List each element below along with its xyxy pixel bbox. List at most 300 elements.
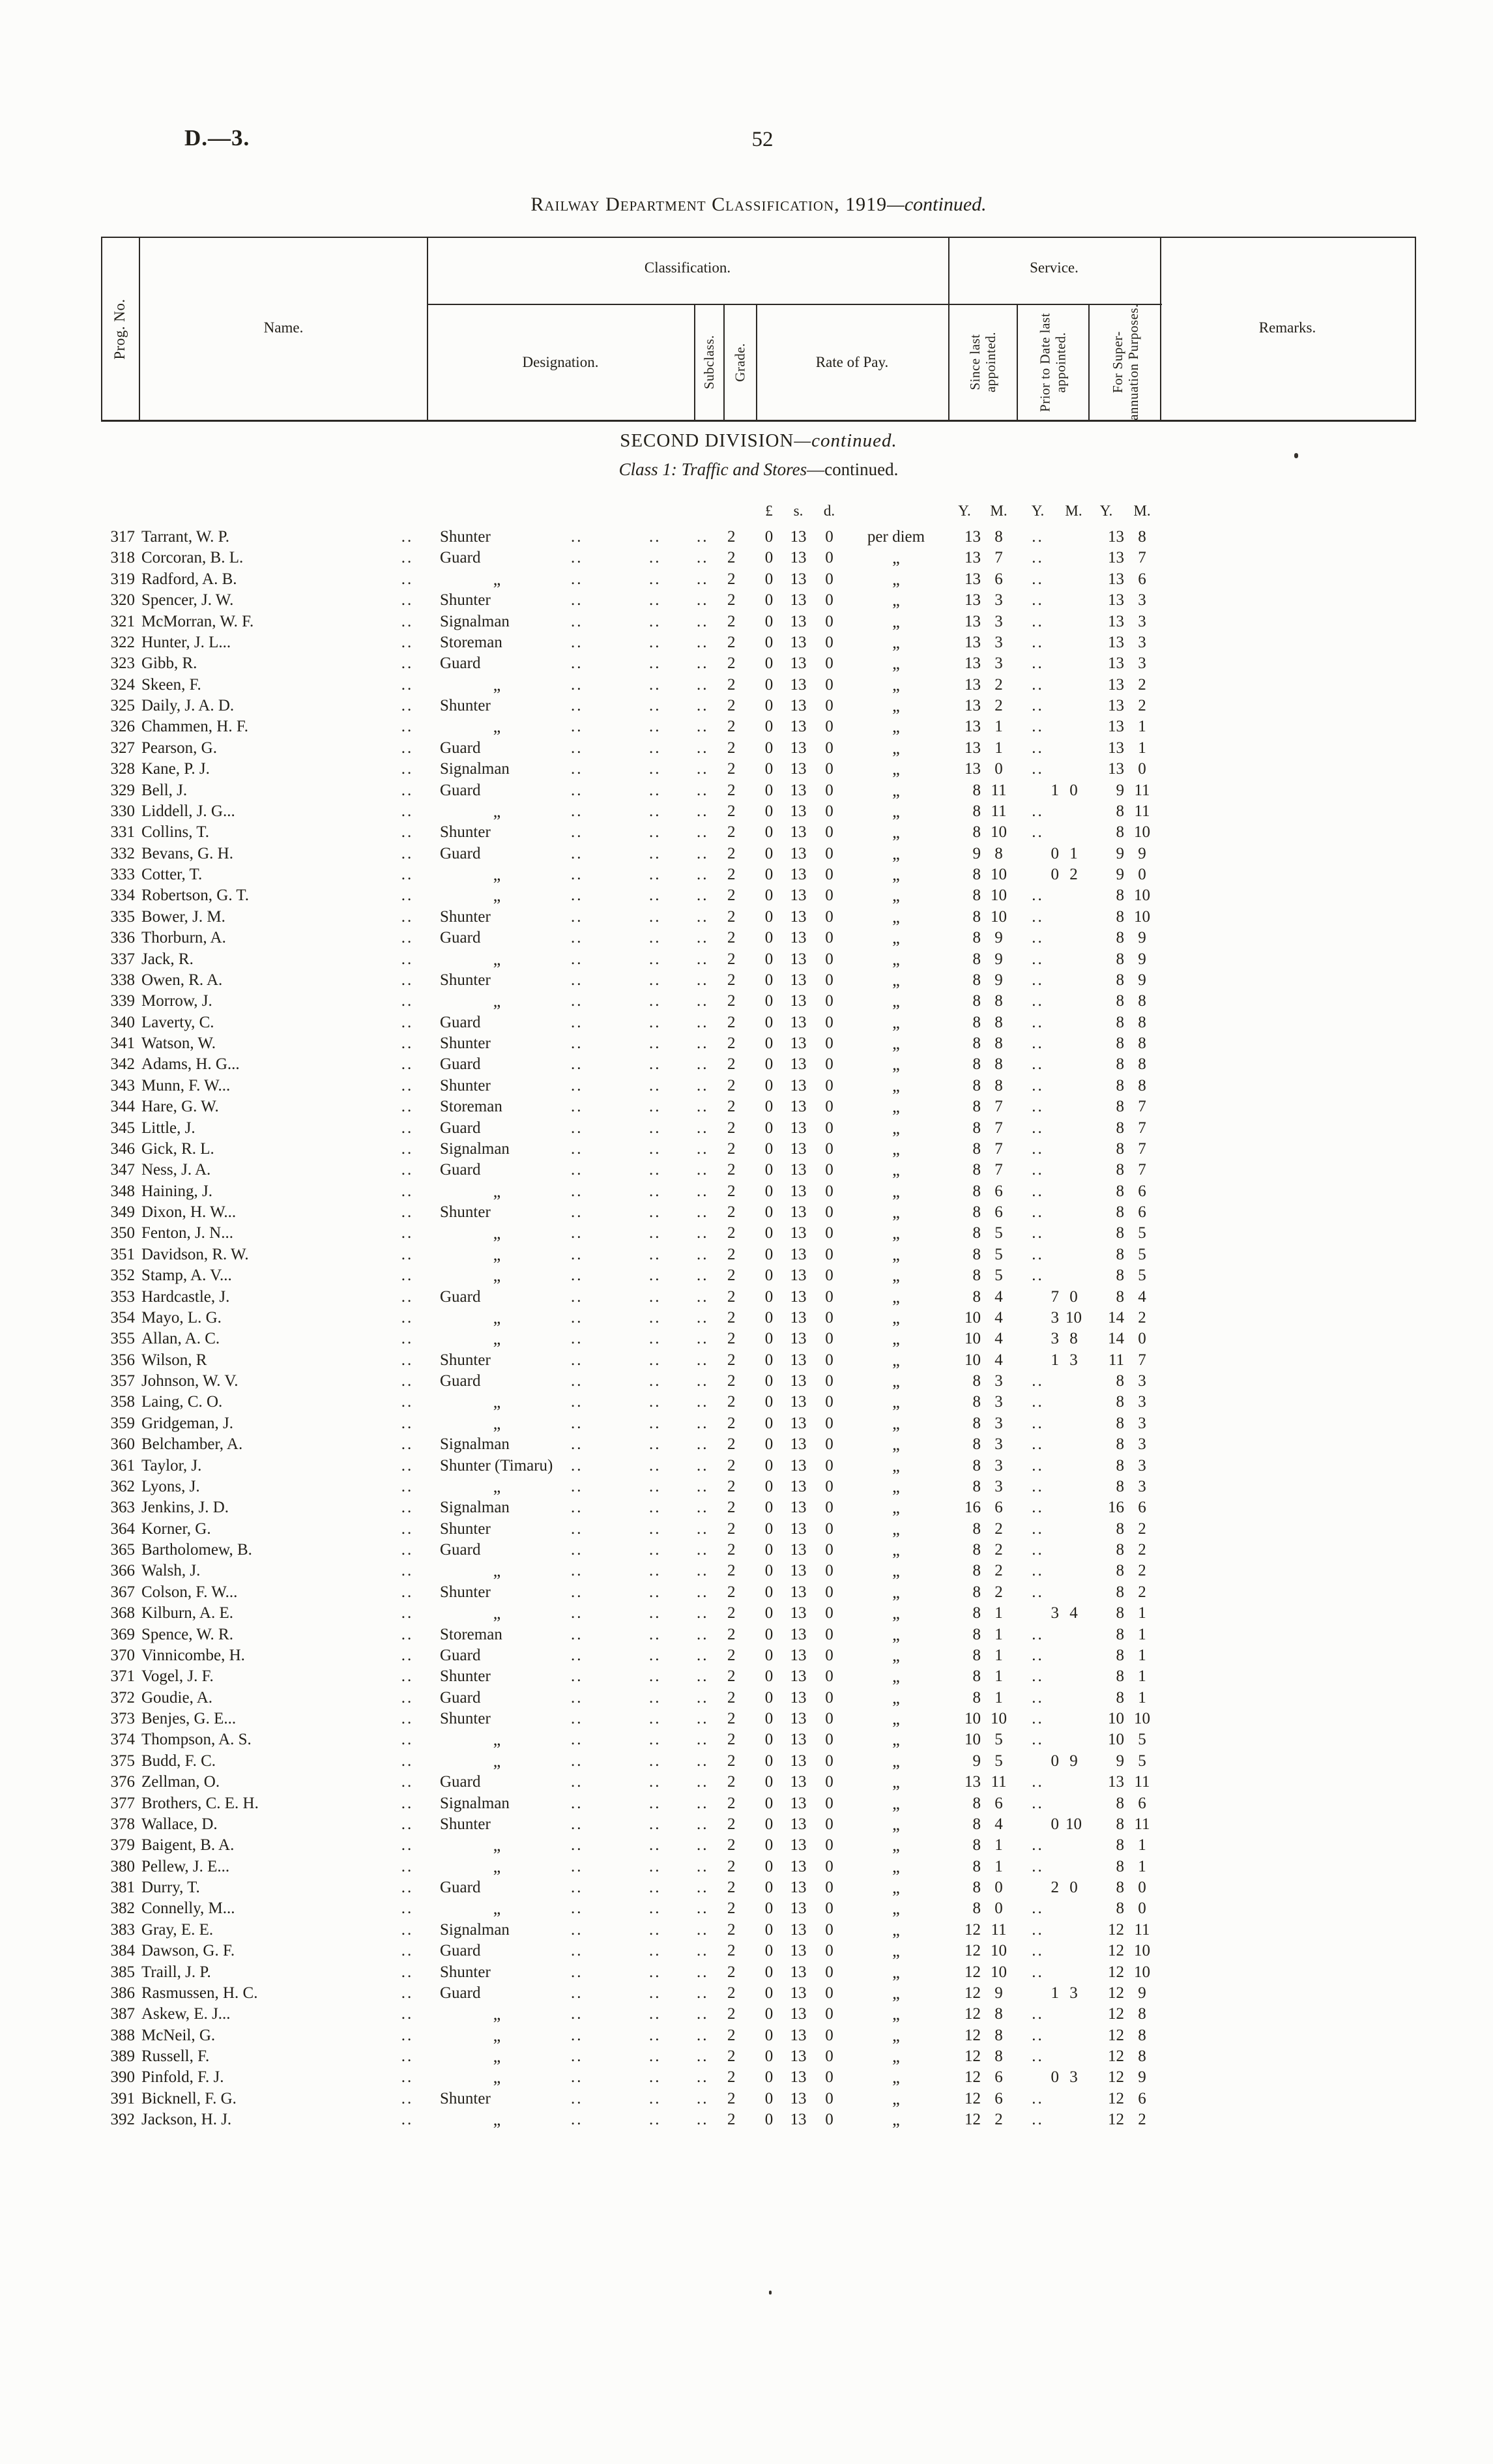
cell-name: Tarrant, W. P. (141, 528, 230, 546)
cell-prog-no: 328 (110, 760, 135, 778)
cell-subclass: .. (697, 1119, 709, 1137)
leader-dots: .. (401, 612, 414, 630)
cell-pay-note: „ (892, 1181, 900, 1201)
cell-pence: 0 (825, 739, 833, 757)
cell-shillings: 13 (790, 2026, 807, 2044)
cell-pence: 0 (825, 1414, 833, 1432)
cell-subclass: .. (697, 950, 709, 968)
cell-prior-months (1059, 1582, 1088, 1603)
cell-grade: 2 (727, 844, 736, 862)
cell-prog-no: 378 (110, 1815, 135, 1833)
cell-pounds: 0 (764, 929, 774, 947)
cell-designation: Signalman (440, 1139, 510, 1158)
cell-designation: Guard (440, 549, 481, 567)
leader-dots: .. (401, 1372, 414, 1390)
division-heading (101, 430, 1416, 452)
cell-pay-note: „ (892, 1329, 900, 1349)
cell-pay-note: „ (892, 611, 900, 631)
cell-subclass: .. (697, 1203, 709, 1221)
cell-pence: 0 (825, 1308, 833, 1327)
cell-super-months: 5 (1138, 1245, 1146, 1263)
cell-pounds: 0 (764, 1794, 774, 1812)
unit-shilling: s. (793, 503, 804, 519)
cell-designation: „ (493, 865, 501, 884)
leader-dots: .. (649, 1414, 661, 1432)
cell-grade: 2 (727, 1034, 736, 1052)
cell-shillings: 13 (790, 1330, 807, 1348)
cell-prog-no: 372 (110, 1688, 135, 1707)
cell-since-years: 8 (972, 1182, 981, 1200)
cell-remarks (1160, 2004, 1416, 2025)
cell-grade: 2 (727, 1161, 736, 1179)
cell-super-years: 8 (1116, 1203, 1124, 1221)
leader-dots: .. (571, 1984, 583, 2002)
cell-super-months: 7 (1138, 1119, 1146, 1137)
cell-pay-note: „ (892, 1203, 900, 1222)
cell-remarks (1160, 527, 1416, 548)
cell-subclass: .. (697, 1139, 709, 1158)
cell-since-months: 11 (991, 802, 1007, 820)
leader-dots: .. (401, 844, 414, 862)
leader-dots: .. (401, 1815, 414, 1833)
cell-pounds: 0 (764, 1351, 774, 1369)
cell-prior-years: 7 (1051, 1287, 1059, 1306)
table-row (101, 1181, 1416, 1202)
cell-shillings: 13 (790, 570, 807, 588)
cell-pounds: 0 (764, 950, 774, 968)
cell-designation: Shunter (440, 1519, 491, 1538)
cell-super-months: 8 (1138, 1013, 1146, 1031)
leader-dots: .. (649, 633, 661, 651)
cell-grade: 2 (727, 1119, 736, 1137)
leader-dots: .. (649, 1267, 661, 1285)
cell-designation: Shunter (440, 1963, 491, 1981)
leader-dots: .. (649, 1499, 661, 1517)
cell-prior-months (1059, 1160, 1088, 1181)
table-row (101, 590, 1416, 611)
cell-prog-no: 368 (110, 1604, 135, 1622)
ink-speck (769, 2291, 772, 2295)
cell-name: Bell, J. (141, 781, 188, 799)
cell-prior-years: .. (1032, 2089, 1044, 2107)
cell-since-years: 8 (972, 1098, 981, 1116)
leader-dots: .. (401, 1583, 414, 1601)
cell-since-months: 9 (994, 950, 1003, 968)
leader-dots: .. (649, 2089, 661, 2107)
cell-prior-years: .. (1032, 1857, 1044, 1875)
leader-dots: .. (401, 1752, 414, 1770)
cell-since-months: 5 (994, 1224, 1003, 1242)
cell-prior-months (1059, 1772, 1088, 1793)
cell-pence: 0 (825, 2089, 833, 2107)
table-row (101, 1371, 1416, 1392)
table-row (101, 569, 1416, 590)
cell-subclass: .. (697, 1224, 709, 1242)
cell-prog-no: 351 (110, 1245, 135, 1263)
table-row (101, 928, 1416, 948)
table-row (101, 1244, 1416, 1265)
leader-dots: .. (571, 2026, 583, 2044)
cell-pounds: 0 (764, 1435, 774, 1454)
cell-shillings: 13 (790, 802, 807, 820)
leader-dots: .. (401, 1456, 414, 1474)
cell-super-years: 8 (1116, 929, 1124, 947)
cell-prog-no: 339 (110, 992, 135, 1010)
cell-prior-years: .. (1032, 1055, 1044, 1074)
cell-pay-note: „ (892, 1266, 900, 1285)
cell-super-months: 3 (1138, 1477, 1146, 1495)
leader-dots: .. (401, 2068, 414, 2087)
cell-pence: 0 (825, 570, 833, 588)
cell-prior-months (1059, 738, 1088, 759)
cell-super-months: 3 (1138, 612, 1146, 630)
cell-remarks (1160, 632, 1416, 653)
cell-prior-years: .. (1032, 1541, 1044, 1559)
cell-shillings: 13 (790, 1139, 807, 1158)
cell-subclass: .. (697, 1836, 709, 1855)
cell-prior-months (1059, 1793, 1088, 1814)
document-title-text: Railway Department Classification, 1919 (530, 194, 888, 215)
cell-shillings: 13 (790, 1119, 807, 1137)
leader-dots: .. (401, 1541, 414, 1559)
cell-pounds: 0 (764, 971, 774, 989)
leader-dots: .. (401, 1710, 414, 1727)
cell-designation: „ (493, 1751, 501, 1770)
cell-prior-months (1059, 1118, 1088, 1139)
cell-name: Daily, J. A. D. (141, 697, 235, 714)
cell-prior-months (1059, 716, 1088, 737)
cell-prior-months (1059, 1012, 1088, 1033)
cell-pence: 0 (825, 823, 833, 842)
table-row (101, 1350, 1416, 1371)
cell-since-years: 8 (972, 1372, 981, 1390)
cell-prior-months (1059, 1223, 1088, 1244)
table-row (101, 2025, 1416, 2046)
cell-since-months: 8 (994, 1034, 1003, 1052)
cell-shillings: 13 (790, 718, 807, 736)
leader-dots: .. (649, 907, 661, 926)
cell-super-months: 2 (1138, 1541, 1146, 1559)
cell-subclass: .. (697, 1013, 709, 1031)
cell-shillings: 13 (790, 950, 807, 968)
cell-name: Dixon, H. W... (141, 1203, 237, 1221)
cell-prior-years: .. (1032, 1794, 1044, 1812)
cell-pounds: 0 (764, 1098, 774, 1116)
table-row (101, 653, 1416, 674)
cell-pounds: 0 (764, 1984, 774, 2002)
cell-shillings: 13 (790, 1752, 807, 1770)
cell-prior-years: .. (1032, 528, 1044, 546)
cell-grade: 2 (727, 528, 736, 546)
cell-super-months: 6 (1138, 2089, 1146, 2107)
cell-name: Dawson, G. F. (141, 1942, 235, 1960)
leader-dots: .. (571, 1731, 583, 1749)
cell-prior-years: 1 (1051, 781, 1059, 799)
cell-designation: „ (493, 801, 501, 821)
cell-pounds: 0 (764, 1245, 774, 1263)
cell-shillings: 13 (790, 1836, 807, 1855)
cell-pay-note: „ (892, 1561, 900, 1581)
cell-super-months: 4 (1138, 1287, 1146, 1306)
leader-dots: .. (401, 1857, 414, 1875)
cell-prior-months (1059, 928, 1088, 948)
cell-prior-years: 0 (1051, 1815, 1059, 1833)
cell-pounds: 0 (764, 2089, 774, 2107)
leader-dots: .. (649, 591, 661, 609)
leader-dots: .. (571, 1963, 583, 1981)
cell-grade: 2 (727, 1752, 736, 1770)
cell-designation: „ (493, 1266, 501, 1285)
cell-pounds: 0 (764, 1499, 774, 1517)
cell-pay-note: „ (892, 1350, 900, 1370)
cell-prog-no: 353 (110, 1287, 135, 1306)
leader-dots: .. (401, 887, 414, 905)
cell-subclass: .. (697, 1688, 709, 1707)
cell-shillings: 13 (790, 633, 807, 651)
cell-super-years: 13 (1108, 760, 1124, 778)
table-row (101, 1265, 1416, 1286)
cell-pay-note: „ (892, 1160, 900, 1180)
cell-pence: 0 (825, 2068, 833, 2087)
cell-name: Pellew, J. E... (141, 1857, 230, 1875)
divider-line (1415, 237, 1416, 422)
cell-subclass: .. (697, 591, 709, 609)
cell-subclass: .. (697, 971, 709, 989)
leader-dots: .. (571, 1139, 583, 1158)
cell-grade: 2 (727, 1519, 736, 1538)
cell-prior-months (1059, 1371, 1088, 1392)
cell-pence: 0 (825, 1224, 833, 1242)
cell-since-years: 8 (972, 1055, 981, 1074)
cell-prior-years: .. (1032, 1161, 1044, 1179)
cell-pounds: 0 (764, 802, 774, 820)
cell-shillings: 13 (790, 2089, 807, 2107)
table-body (101, 527, 1416, 2131)
cell-prior-months (1059, 1181, 1088, 1202)
col-header-designation: Designation. (522, 354, 599, 370)
cell-grade: 2 (727, 823, 736, 842)
cell-subclass: .. (697, 1773, 709, 1791)
cell-prior-years: .. (1032, 1224, 1044, 1242)
leader-dots: .. (571, 760, 583, 778)
cell-shillings: 13 (790, 1267, 807, 1285)
cell-name: Thompson, A. S. (141, 1731, 252, 1749)
cell-prog-no: 325 (110, 697, 135, 714)
leader-dots: .. (401, 1836, 414, 1855)
cell-prior-years: .. (1032, 718, 1044, 736)
cell-prog-no: 356 (110, 1351, 135, 1369)
table-row (101, 1054, 1416, 1075)
cell-subclass: .. (697, 549, 709, 567)
cell-pence: 0 (825, 1794, 833, 1812)
cell-super-years: 8 (1116, 1372, 1124, 1390)
cell-pay-note: „ (892, 632, 900, 652)
doc-reference: D.—3. (184, 125, 250, 151)
cell-prior-months (1059, 1941, 1088, 1961)
leader-dots: .. (401, 1013, 414, 1031)
cell-super-years: 8 (1116, 1414, 1124, 1432)
cell-pence: 0 (825, 1562, 833, 1580)
cell-designation: „ (493, 1224, 501, 1243)
cell-grade: 2 (727, 1583, 736, 1601)
cell-super-years: 14 (1108, 1308, 1124, 1327)
cell-subclass: .. (697, 675, 709, 694)
cell-name: Colson, F. W... (141, 1583, 238, 1601)
cell-prog-no: 332 (110, 844, 135, 862)
cell-since-months: 2 (994, 1541, 1003, 1559)
cell-since-years: 13 (964, 633, 981, 651)
cell-pay-note: „ (892, 1540, 900, 1559)
cell-designation: Guard (440, 929, 481, 947)
col-header-name: Name. (263, 319, 304, 336)
leader-dots: .. (649, 1899, 661, 1918)
cell-since-months: 8 (994, 1055, 1003, 1074)
cell-shillings: 13 (790, 1794, 807, 1812)
cell-super-years: 12 (1108, 1942, 1124, 1960)
cell-remarks (1160, 1941, 1416, 1961)
leader-dots: .. (649, 1646, 661, 1664)
cell-pay-note: „ (892, 1730, 900, 1750)
leader-dots: .. (571, 1055, 583, 1074)
table-row (101, 1877, 1416, 1898)
cell-pay-note: „ (892, 569, 900, 589)
cell-grade: 2 (727, 1688, 736, 1707)
cell-remarks (1160, 2046, 1416, 2067)
leader-dots: .. (571, 718, 583, 736)
cell-pence: 0 (825, 887, 833, 905)
cell-remarks (1160, 1244, 1416, 1265)
cell-since-months: 6 (994, 2089, 1003, 2107)
cell-prog-no: 337 (110, 950, 135, 968)
cell-pence: 0 (825, 1710, 833, 1727)
leader-dots: .. (649, 1034, 661, 1052)
cell-since-years: 8 (972, 1477, 981, 1495)
table-row (101, 1392, 1416, 1413)
cell-remarks (1160, 1920, 1416, 1941)
cell-name: Taylor, J. (141, 1456, 202, 1474)
cell-name: Gridgeman, J. (141, 1414, 233, 1432)
leader-dots: .. (571, 1794, 583, 1812)
cell-pounds: 0 (764, 1287, 774, 1306)
cell-subclass: .. (697, 1963, 709, 1981)
cell-prior-months (1059, 1709, 1088, 1729)
cell-pounds: 0 (764, 1139, 774, 1158)
cell-since-years: 13 (964, 697, 981, 714)
cell-remarks (1160, 1350, 1416, 1371)
cell-since-months: 3 (994, 654, 1003, 673)
cell-pay-note: „ (892, 548, 900, 568)
cell-remarks (1160, 1540, 1416, 1561)
cell-designation: Guard (440, 781, 481, 799)
cell-remarks (1160, 1519, 1416, 1540)
cell-prior-months (1059, 1076, 1088, 1096)
cell-since-months: 8 (994, 2047, 1003, 2065)
cell-subclass: .. (697, 1646, 709, 1664)
cell-remarks (1160, 1582, 1416, 1603)
leader-dots: .. (401, 1519, 414, 1538)
cell-pounds: 0 (764, 1267, 774, 1285)
leader-dots: .. (571, 907, 583, 926)
cell-shillings: 13 (790, 2068, 807, 2087)
table-row (101, 991, 1416, 1012)
cell-designation: Guard (440, 1688, 481, 1707)
cell-pay-note: „ (892, 1456, 900, 1475)
cell-super-months: 1 (1138, 1604, 1146, 1622)
cell-pay-note: „ (892, 1920, 900, 1939)
cell-prog-no: 322 (110, 633, 135, 651)
leader-dots: .. (571, 802, 583, 820)
cell-name: Budd, F. C. (141, 1752, 216, 1770)
leader-dots: .. (649, 1098, 661, 1116)
cell-grade: 2 (727, 2111, 736, 2129)
cell-designation: Shunter (440, 697, 491, 714)
cell-super-months: 8 (1138, 1055, 1146, 1074)
cell-prior-years: .. (1032, 1076, 1044, 1094)
leader-dots: .. (401, 1330, 414, 1348)
leader-dots: .. (571, 1393, 583, 1411)
cell-pence: 0 (825, 1815, 833, 1833)
leader-dots: .. (401, 1942, 414, 1960)
cell-pay-note: „ (892, 1308, 900, 1327)
table-row (101, 1076, 1416, 1096)
cell-pounds: 0 (764, 1456, 774, 1474)
cell-pounds: 0 (764, 1963, 774, 1981)
leader-dots: .. (401, 1414, 414, 1432)
cell-super-months: 3 (1138, 654, 1146, 673)
cell-remarks (1160, 2089, 1416, 2109)
cell-remarks (1160, 1645, 1416, 1666)
cell-pence: 0 (825, 1541, 833, 1559)
cell-super-years: 13 (1108, 570, 1124, 588)
leader-dots: .. (401, 1203, 414, 1221)
cell-pay-note: „ (892, 1097, 900, 1117)
table-row (101, 548, 1416, 568)
cell-subclass: .. (697, 1414, 709, 1432)
cell-name: Connelly, M... (141, 1899, 235, 1918)
cell-since-years: 13 (964, 718, 981, 736)
cell-remarks (1160, 1012, 1416, 1033)
cell-pence: 0 (825, 549, 833, 567)
cell-pounds: 0 (764, 1857, 774, 1875)
cell-since-years: 8 (972, 823, 981, 842)
cell-super-months: 10 (1134, 887, 1150, 905)
cell-prior-years: 1 (1051, 1984, 1059, 2002)
cell-prog-no: 382 (110, 1899, 135, 1918)
cell-prior-months: 1 (1069, 844, 1078, 862)
cell-subclass: .. (697, 2111, 709, 2129)
cell-prior-months (1059, 907, 1088, 928)
cell-designation: Shunter (440, 971, 491, 989)
cell-since-months: 6 (994, 1203, 1003, 1221)
col-header-grade: Grade. (732, 343, 748, 382)
cell-since-years: 10 (964, 1308, 981, 1327)
cell-prior-years: .. (1032, 612, 1044, 630)
cell-remarks (1160, 885, 1416, 906)
cell-designation: Shunter (440, 591, 491, 609)
cell-remarks (1160, 1962, 1416, 1983)
cell-pence: 0 (825, 1267, 833, 1285)
cell-super-years: 8 (1116, 1583, 1124, 1601)
cell-shillings: 13 (790, 1224, 807, 1242)
cell-super-years: 12 (1108, 2111, 1124, 2129)
cell-super-months: 7 (1138, 1351, 1146, 1369)
cell-pay-note: „ (892, 1012, 900, 1032)
leader-dots: .. (571, 1920, 583, 1939)
cell-prog-no: 318 (110, 549, 135, 567)
cell-prior-years: 3 (1051, 1308, 1059, 1327)
cell-prior-months (1059, 2089, 1088, 2109)
cell-pay-note: „ (892, 1118, 900, 1137)
